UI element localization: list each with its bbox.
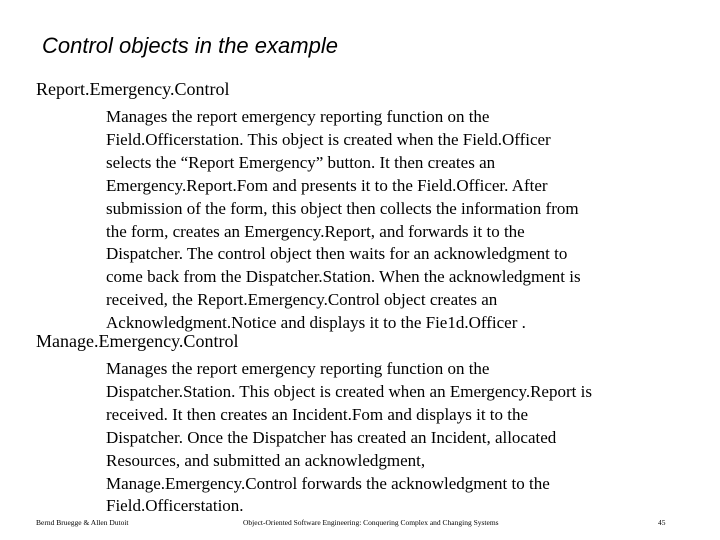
description-line: Resources, and submitted an acknowledgment,: [106, 450, 426, 470]
description-line: come back from the Dispatcher.Station. When the acknowledgment is: [106, 267, 581, 287]
description-line: Acknowledgment.Notice and displays it to the Fie1d.Officer .: [106, 313, 526, 333]
description-line: Manages the report emergency reporting function on the: [106, 359, 490, 378]
term-manage-emergency-control: Manage.Emergency.Control: [36, 331, 239, 351]
description-line: Field.Officerstation.: [106, 496, 244, 516]
slide-title: Control objects in the example: [42, 33, 338, 58]
description-line: Dispatcher. Once the Dispatcher has created an Incident, allocated: [106, 427, 557, 447]
description-line: the form, creates an Emergency.Report, and forwards it to the: [106, 221, 525, 241]
description-line: Emergency.Report.Fom and presents it to the Field.Officer. After: [106, 175, 548, 195]
description-line: Dispatcher.Station. This object is created when an Emergency.Report is: [106, 381, 592, 401]
description-line: Dispatcher. The control object then waits for an acknowledgment to: [106, 244, 568, 264]
description-line: Field.Officerstation. This object is created when the Field.Officer: [106, 129, 551, 149]
description-line: received. It then creates an Incident.Fom and displays it to the: [106, 404, 529, 424]
description-report-emergency-control: [106, 106, 686, 335]
description-manage-emergency-control: [106, 358, 686, 518]
description-line: Manages the report emergency reporting function on the: [106, 107, 490, 126]
page-number: 45: [658, 518, 666, 527]
description-line: selects the “Report Emergency” button. It then creates an: [106, 152, 496, 172]
term-report-emergency-control: Report.Emergency.Control: [36, 79, 230, 99]
description-line: Manage.Emergency.Control forwards the acknowledgment to the: [106, 473, 550, 493]
description-line: submission of the form, this object then collects the information from: [106, 198, 579, 218]
description-line: received, the Report.Emergency.Control object creates an: [106, 290, 498, 310]
footer-book-title: Object-Oriented Software Engineering: Conquering Complex and Changing Systems: [243, 518, 499, 527]
footer-authors: Bernd Bruegge & Allen Dutoit: [36, 518, 129, 527]
